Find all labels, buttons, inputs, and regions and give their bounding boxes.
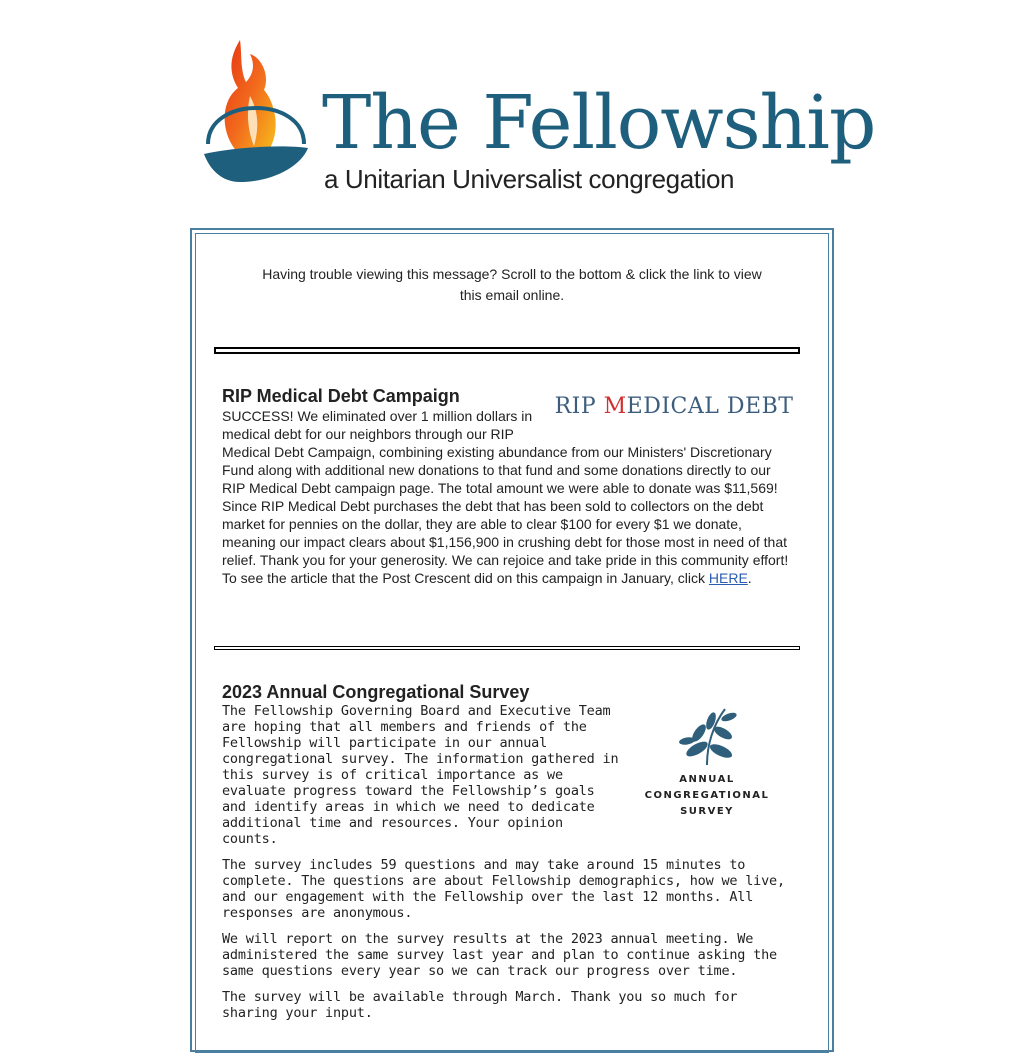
rip-logo-part: RIP bbox=[554, 394, 597, 419]
article-here-link[interactable]: HERE bbox=[708, 570, 748, 586]
article-body-text: SUCCESS! We eliminated over 1 million dollars in medical debt for our neighbors through our RIP Medical Debt Campaign, combining existing abundance from our Ministers' Discretionary Fund along with additional new donations to that fund and some donations directly to our RIP Medical Debt campaign page. The total amount we were able to donate was $11,569! Since RIP Medical Debt purchases the debt that has been sold to collectors on the debt market for pennies on the dollar, they are able to clear $100 for every $1 we donate, meaning our impact clears about $1,156,900 in crushing debt for those most in need of that relief. Thank you for your generosity. We can rejoice and take pride in this community effort! To see the article that the Post Crescent did on this campaign in January, click bbox=[222, 408, 789, 586]
section-divider bbox=[214, 646, 800, 650]
email-header bbox=[0, 0, 1024, 228]
annual-survey-logo bbox=[632, 705, 782, 825]
article-paragraph: The survey includes 59 questions and may take around 15 minutes to complete. The questions are about Fellowship demographics, how we live, and our engagement with the Fellowship over the last 12 months. All responses are anonymous. bbox=[222, 857, 785, 921]
article-paragraph: We will report on the survey results at the 2023 annual meeting. We administered the same survey last year and plan to continue asking the same questions every year so we can track our progress over time. bbox=[222, 931, 777, 979]
chalice-flame-icon bbox=[200, 36, 312, 188]
article-body-end: . bbox=[747, 570, 752, 586]
article-body bbox=[222, 407, 792, 587]
email-frame bbox=[190, 228, 834, 1052]
rip-logo-rest: EDICAL DEBT bbox=[626, 394, 794, 419]
survey-logo-line: SURVEY bbox=[680, 806, 734, 817]
section-divider bbox=[214, 347, 800, 354]
article-annual-survey bbox=[222, 681, 792, 1031]
survey-logo-line: CONGREGATIONAL bbox=[644, 790, 770, 801]
article-paragraph: The survey will be available through March. Thank you so much for sharing your input. bbox=[222, 989, 738, 1021]
rip-medical-debt-logo bbox=[554, 387, 794, 427]
article-rip-medical-debt bbox=[222, 385, 792, 587]
article-title: 2023 Annual Congregational Survey bbox=[222, 682, 530, 702]
view-online-notice: Having trouble viewing this message? Scroll to the bottom & click the link to view this email online. bbox=[262, 266, 762, 303]
brand-title: The Fellowship bbox=[322, 80, 876, 166]
survey-logo-line: ANNUAL bbox=[679, 774, 735, 785]
leaf-sprig-icon bbox=[667, 705, 747, 767]
article-title: RIP Medical Debt Campaign bbox=[222, 386, 460, 406]
rip-logo-m: M bbox=[603, 394, 627, 419]
brand-subtitle: a Unitarian Universalist congregation bbox=[324, 164, 735, 194]
article-paragraph: The Fellowship Governing Board and Executive Team are hoping that all members and friends of the Fellowship will participate in our annual congregational survey. The information gathered in this survey is of critical importance as we evaluate progress toward the Fellowship’s goals and identify areas in which we need to dedicate additional time and resources. Your opinion counts. bbox=[222, 703, 619, 847]
